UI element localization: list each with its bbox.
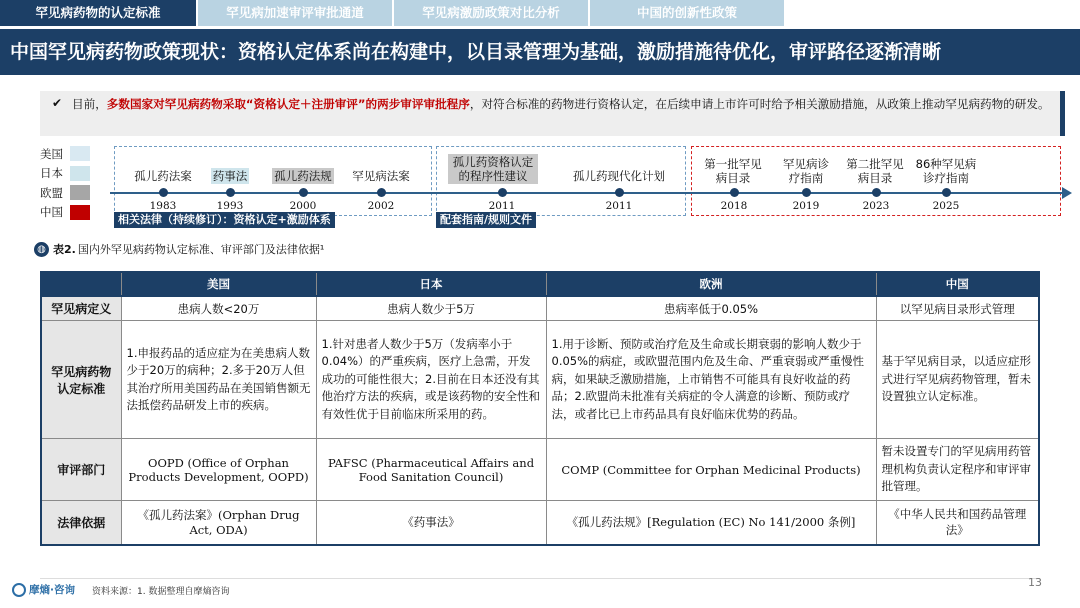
event-year: 1993 (216, 200, 244, 212)
intro-rest: ，对符合标准的药物进行资格认定，在后续申请上市许可时给予相关激励措施，从政策上推动罕见病药物的研发。 (469, 97, 1050, 111)
timeline-event (700, 156, 766, 186)
legend-swatch (70, 185, 90, 200)
event-label: 孤儿药法规 (274, 169, 332, 183)
table-cell: 1.申报药品的适应症为在美患病人数少于20万的病种；2.多于20万人但其治疗所用美国药品在美国销售额无法抵偿药品研发上市的疾病。 (121, 321, 316, 439)
event-label: 孤儿药现代化计划 (573, 169, 665, 183)
event-year: 2000 (289, 200, 317, 212)
criteria-table (40, 271, 1040, 546)
table-cell: COMP (Committee for Orphan Medicinal Products) (546, 439, 876, 501)
table-cell: 1.用于诊断、预防或治疗危及生命或长期衰弱的影响人数少于0.05%的病症，或欧盟范围内危及生命、严重衰弱或严重慢性病，如果缺乏激励措施，上市销售不可能具有良好收益的药品；2.欧盟尚未批准有关病症的令人满意的诊断、预防或疗法，或者比已上市药品具有良好临床优势的药品。 (546, 321, 876, 439)
timeline-dot (159, 188, 168, 197)
table-header-cell: 美国 (121, 272, 316, 296)
event-year: 2018 (720, 200, 748, 212)
timeline-marker (776, 188, 836, 218)
legend-swatch (70, 146, 90, 161)
legend-label: 中国 (40, 205, 63, 220)
source-note: 资料来源：1. 数据整理自摩熵咨询 (92, 587, 230, 597)
table-row (41, 439, 1039, 501)
table-cell: 1.针对患者人数少于5万（发病率小于0.04%）的严重疾病，医疗上急需，开发成功的可能性很大；2.目前在日本还没有其他治疗方法的疾病，或是该药物的安全性和有效性优于目前临床所采用的药。 (316, 321, 546, 439)
event-year: 2011 (488, 200, 516, 212)
event-year: 2019 (792, 200, 820, 212)
tab-accelerated-review[interactable]: 罕见病加速审评审批通道 (198, 0, 392, 26)
intro-prefix: 目前， (72, 97, 107, 111)
timeline-marker (351, 188, 411, 218)
event-label: 第二批罕见病目录 (846, 157, 904, 185)
check-icon: ✔ (52, 96, 63, 110)
timeline-arrow-icon (1062, 187, 1072, 199)
timeline-group-label-laws: 相关法律（持续修订）：资格认定+激励体系 (114, 212, 335, 228)
event-label: 86种罕见病诊疗指南 (915, 157, 977, 185)
table-cell: 《孤儿药法规》[Regulation (EC) No 141/2000 条例] (546, 501, 876, 545)
timeline-dot (872, 188, 881, 197)
logo-icon (12, 583, 26, 597)
timeline-marker (916, 188, 976, 218)
timeline-event (778, 156, 834, 186)
timeline-marker (589, 188, 649, 218)
table-cell: 患病人数少于5万 (316, 296, 546, 321)
timeline-dot (615, 188, 624, 197)
event-label: 孤儿药法案 (134, 169, 192, 183)
timeline-dot (802, 188, 811, 197)
table-header-cell: 欧洲 (546, 272, 876, 296)
row-header: 法律依据 (41, 501, 121, 545)
legend-swatch (70, 205, 90, 220)
tab-bar (0, 0, 1080, 26)
table-cell: 《中华人民共和国药品管理法》 (876, 501, 1039, 545)
table-header-cell: 日本 (316, 272, 546, 296)
legend-label: 美国 (40, 146, 63, 161)
row-header: 审评部门 (41, 439, 121, 501)
legend-label: 欧盟 (40, 185, 63, 200)
table-caption (34, 241, 324, 257)
table-header-cell (41, 272, 121, 296)
legend-swatch (70, 166, 90, 181)
tab-orphan-drug-criteria[interactable]: 罕见病药物的认定标准 (0, 0, 196, 26)
timeline-event (910, 156, 982, 186)
timeline-event (208, 168, 252, 184)
legend (40, 144, 120, 222)
logo-text: 摩熵·咨询 (29, 584, 75, 596)
table-cell: 暂未设置专门的罕见病用药管理机构负责认定程序和审评审批管理。 (876, 439, 1039, 501)
timeline-dot (226, 188, 235, 197)
tab-incentive-comparison[interactable]: 罕见病激励政策对比分析 (394, 0, 588, 26)
event-year: 1983 (149, 200, 177, 212)
table-cell: 《药事法》 (316, 501, 546, 545)
timeline-event (842, 156, 908, 186)
timeline-event (130, 168, 196, 184)
table-row (41, 321, 1039, 439)
legend-item-jp (40, 164, 120, 184)
timeline-marker (846, 188, 906, 218)
legend-item-us (40, 144, 120, 164)
legend-item-cn (40, 203, 120, 223)
policy-timeline (110, 140, 1070, 230)
timeline-dot (942, 188, 951, 197)
page-number: 13 (1028, 576, 1042, 589)
timeline-dot (377, 188, 386, 197)
event-label: 罕见病法案 (352, 169, 410, 183)
caption-text: 国内外罕见病药物认定标准、审评部门及法律依据¹ (77, 243, 325, 256)
legend-label: 日本 (40, 166, 63, 181)
table-cell: 患病人数<20万 (121, 296, 316, 321)
timeline-group-label-guidelines: 配套指南/规则文件 (436, 212, 536, 228)
table-cell: 《孤儿药法案》(Orphan Drug Act, ODA) (121, 501, 316, 545)
brand-logo (12, 582, 75, 597)
page-title: 中国罕见病药物政策现状：资格认定体系尚在构建中，以目录管理为基础，激励措施待优化，审评路径逐渐清晰 (0, 29, 1080, 75)
table-cell: OOPD (Office of Orphan Products Development, OOPD) (121, 439, 316, 501)
event-label: 药事法 (212, 169, 248, 183)
timeline-dot (730, 188, 739, 197)
timeline-marker (704, 188, 764, 218)
event-year: 2011 (605, 200, 633, 212)
footer (0, 572, 1080, 608)
caption-prefix: 表2. (53, 243, 76, 256)
table-row (41, 501, 1039, 545)
row-header: 罕见病定义 (41, 296, 121, 321)
table-cell: 患病率低于0.05% (546, 296, 876, 321)
event-label: 第一批罕见病目录 (704, 157, 762, 185)
event-year: 2023 (862, 200, 890, 212)
timeline-event (270, 168, 336, 184)
event-year: 2002 (367, 200, 395, 212)
tab-bar-spacer (786, 0, 1080, 26)
table-header-cell: 中国 (876, 272, 1039, 296)
globe-icon: ◍ (34, 242, 49, 257)
timeline-event (448, 154, 538, 184)
timeline-dot (299, 188, 308, 197)
timeline-dot (498, 188, 507, 197)
event-label: 罕见病诊疗指南 (783, 157, 829, 185)
table-cell: 基于罕见病目录，以适应症形式进行罕见病药物管理，暂未设置独立认定标准。 (876, 321, 1039, 439)
intro-box (40, 91, 1065, 136)
footer-divider (40, 578, 1040, 579)
table-row (41, 296, 1039, 321)
tab-china-innovation[interactable]: 中国的创新性政策 (590, 0, 784, 26)
event-label: 孤儿药资格认定的程序性建议 (448, 154, 538, 184)
legend-item-eu (40, 183, 120, 203)
timeline-event (566, 168, 672, 184)
row-header: 罕见病药物认定标准 (41, 321, 121, 439)
table-cell: PAFSC (Pharmaceutical Affairs and Food Sanitation Council) (316, 439, 546, 501)
table-header-row (41, 272, 1039, 296)
table-cell: 以罕见病目录形式管理 (876, 296, 1039, 321)
event-year: 2025 (932, 200, 960, 212)
intro-highlight: 多数国家对罕见病药物采取“资格认定＋注册审评”的两步审评审批程序 (106, 97, 470, 111)
timeline-event (346, 168, 416, 184)
